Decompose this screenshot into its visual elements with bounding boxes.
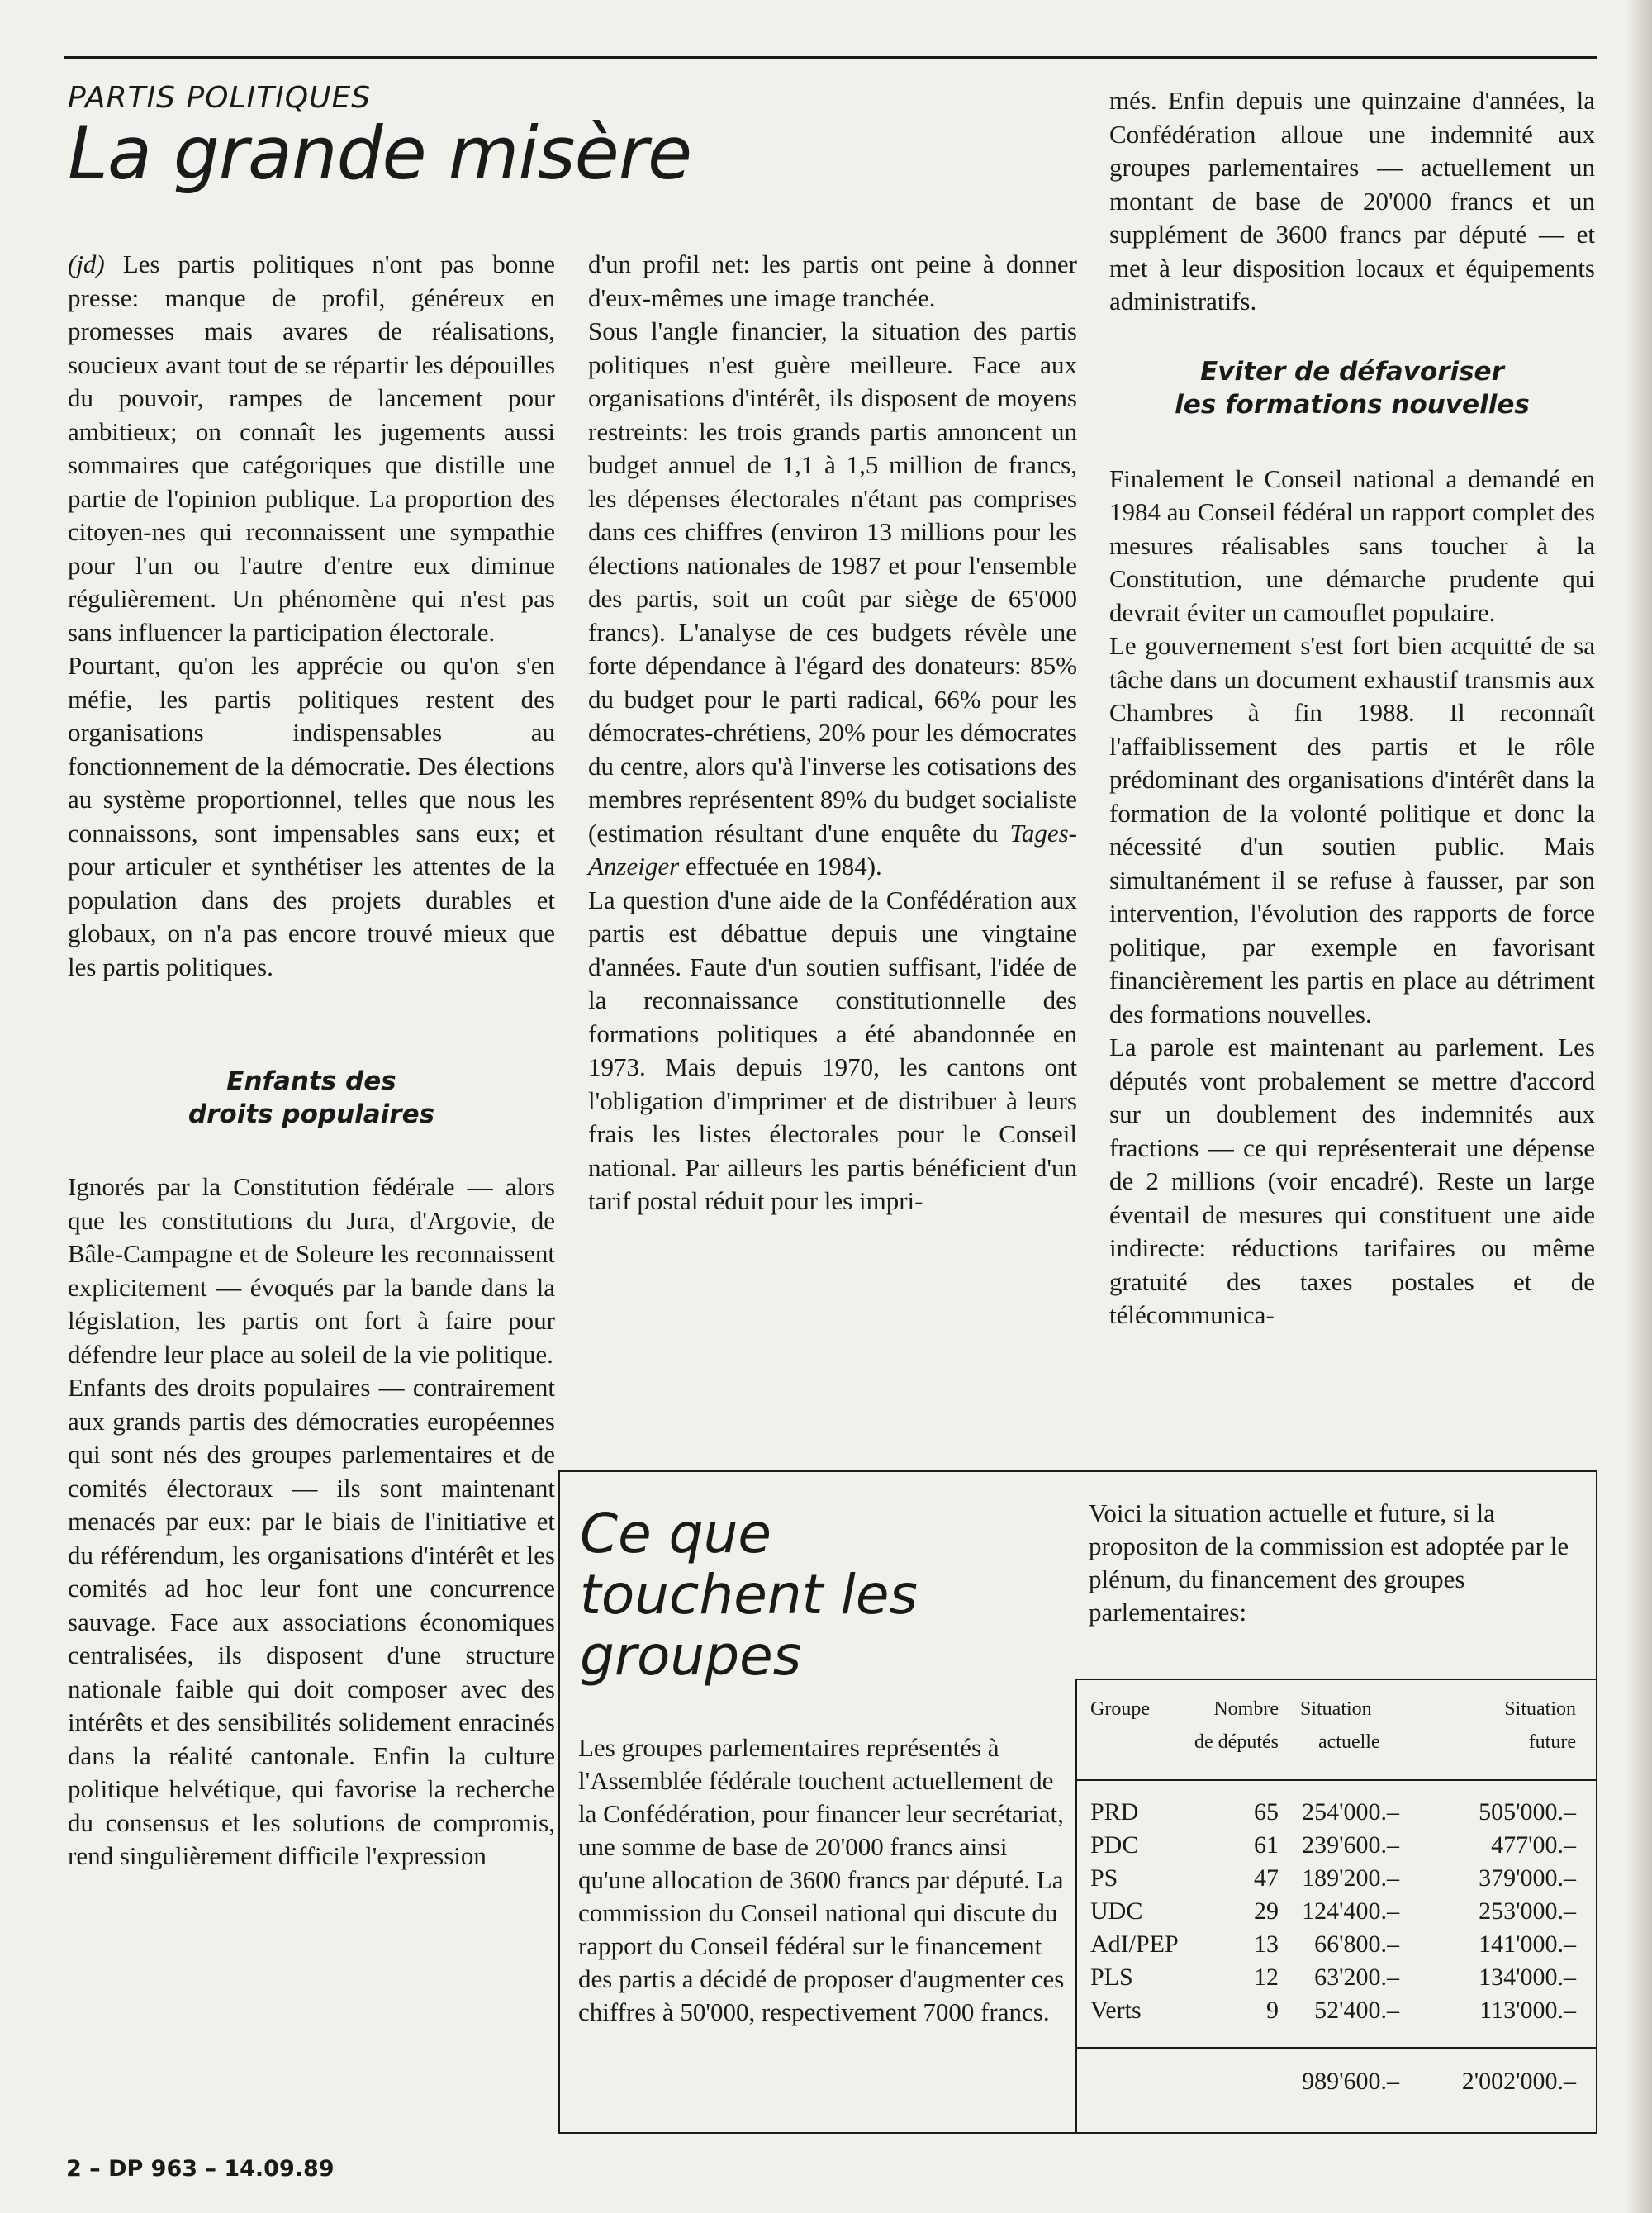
table-row xyxy=(1077,1895,1597,1928)
funding-table xyxy=(1075,1679,1597,2134)
subheading-line: les formations nouvelles xyxy=(1175,389,1530,420)
header-future: Situation xyxy=(1504,1698,1576,1720)
table-row xyxy=(1077,1829,1597,1862)
cell-deputes: 47 xyxy=(1254,1864,1279,1892)
page-footer: 2 – DP 963 – 14.09.89 xyxy=(66,2156,335,2182)
cell-future: 253'000.– xyxy=(1479,1897,1576,1925)
box-title-line: Ce que xyxy=(580,1502,771,1565)
cell-groupe: PS xyxy=(1090,1864,1118,1892)
cell-actuelle: 52'400.– xyxy=(1314,1997,1399,2024)
table-row xyxy=(1077,1961,1597,1994)
cell-future: 113'000.– xyxy=(1479,1997,1576,2024)
table-row xyxy=(1077,1994,1597,2027)
table-total-row xyxy=(1077,2065,1597,2098)
cell-actuelle: 189'200.– xyxy=(1302,1864,1399,1892)
table-header xyxy=(1077,1693,1597,1768)
cell-groupe: Verts xyxy=(1090,1997,1142,2024)
cell-actuelle: 239'600.– xyxy=(1302,1831,1399,1859)
cell-future: 379'000.– xyxy=(1479,1864,1576,1892)
subheading-line: droits populaires xyxy=(188,1099,435,1129)
paragraph: Ignorés par la Constitution fédérale — alors que les constitutions du Jura, d'Argovie, de Bâle-Campagne et de Soleure les reconnaissent explicitement — évoqués par la bande dans la législation, les partis ont fort à faire pour défendre leur place au soleil de la vie politique. xyxy=(68,1172,555,1369)
subheading-line: Enfants des xyxy=(226,1066,396,1096)
article-title: La grande misère xyxy=(68,111,692,196)
paragraph: Pourtant, qu'on les apprécie ou qu'on s'en méfie, les partis politiques restent des organisations indispensables au fonctionnement de la démocratie. Des élections au système proportionnel, telles que nous les connaissons, sont impensables sans eux; et pour articuler et synthétiser les attentes de la population dans des projets durables et globaux, on n'a pas encore trouvé mieux que les partis politiques. xyxy=(68,651,555,981)
cell-future: 505'000.– xyxy=(1479,1798,1576,1826)
cell-deputes: 29 xyxy=(1254,1897,1279,1925)
cell-groupe: PLS xyxy=(1090,1964,1133,1991)
box-title-line: touchent les xyxy=(580,1563,918,1627)
cell-groupe: PRD xyxy=(1090,1798,1139,1826)
cell-deputes: 12 xyxy=(1254,1964,1279,1991)
box-intro: Voici la situation actuelle et future, si la propositon de la commission est adoptée par le plénum, du financement des groupes parlementaires: xyxy=(1089,1498,1569,1627)
total-divider xyxy=(1077,2047,1597,2049)
cell-groupe: UDC xyxy=(1090,1897,1143,1925)
cell-deputes: 9 xyxy=(1266,1997,1279,2024)
header-groupe: Groupe xyxy=(1090,1698,1150,1720)
subheading xyxy=(68,1065,555,1131)
cell-future: 134'000.– xyxy=(1479,1964,1576,1991)
paragraph-text: Les partis politiques n'ont pas bonne presse: manque de profil, généreux en promesses mais avares de réalisations, soucieux avant tout de se répartir les dépouilles du pouvoir, rampes de lancement pour ambitieux; on connaît les jugements aussi sommaires que catégoriques que distille une partie de l'opinion publique. La proportion des citoyen-nes qui reconnaissent une sympathie pour l'un ou l'autre d'entre eux diminue régulièrement. Un phénomène qui n'est pas sans influencer la participation électorale. xyxy=(68,249,555,647)
paragraph: La question d'une aide de la Confédération aux partis est débattue depuis une vingtaine d'années. Faute d'un soutien suffisant, l'idée de la reconnaissance constitutionnelle des formations politiques a été abandonnée en 1973. Mais depuis 1970, les cantons ont l'obligation d'imprimer et de distribuer à leurs frais les listes électorales pour le Conseil national. Par ailleurs les partis bénéficient d'un tarif postal réduit pour les impri- xyxy=(588,885,1077,1215)
box-title-line: groupes xyxy=(580,1624,802,1688)
cell-deputes: 61 xyxy=(1254,1831,1279,1859)
box-title xyxy=(580,1503,1042,1687)
subheading-line: Eviter de défavoriser xyxy=(1200,356,1504,387)
paragraph xyxy=(68,248,555,649)
top-rule xyxy=(64,56,1597,59)
header-nombre: Nombre xyxy=(1213,1698,1279,1720)
column-3 xyxy=(1109,84,1595,1332)
paragraph xyxy=(588,315,1077,884)
cell-future: 477'00.– xyxy=(1491,1831,1576,1859)
paragraph: Enfants des droits populaires — contrairement aux grands partis des démocraties européennes qui sont nés des groupes parlementaires et de comités électoraux — ils sont maintenant menacés par eux: par le biais de l'initiative et du référendum, les organisations d'intérêt et les comités ad hoc leur font une concurrence sauvage. Face aux associations économiques centralisées, ils disposent d'une structure nationale faible qui doit composer avec des intérêts et des sensibilités solidement enracinés dans la réalité cantonale. Enfin la culture politique helvétique, qui favorise la recherche du consensus et les solutions de compromis, rend singulièrement difficile l'expression xyxy=(68,1373,555,1870)
sidebar-box xyxy=(558,1470,1597,2134)
table-row xyxy=(1077,1928,1597,1961)
total-future: 2'002'000.– xyxy=(1461,2068,1576,2095)
paragraph: Finalement le Conseil national a demandé en 1984 au Conseil fédéral un rapport complet des mesures réalisables sans toucher à la Constitution, une démarche prudente qui devrait éviter un camouflet populaire. xyxy=(1109,463,1595,627)
table-row xyxy=(1077,1796,1597,1829)
paragraph: més. Enfin depuis une quinzaine d'années, la Confédération alloue une indemnité aux groupes parlementaires — actuellement un montant de base de 20'000 francs et un supplément de 3600 francs par député — et met à leur disposition locaux et équipements administratifs. xyxy=(1109,86,1595,316)
author-initials: (jd) xyxy=(68,249,105,278)
column-2 xyxy=(588,248,1077,1218)
paragraph: La parole est maintenant au parlement. Les députés vont probalement se mettre d'accord sur un doublement des indemnités aux fractions — ce qui représenterait une dépense de 2 millions (voir encadré). Reste un large éventail de mesures qui constituent une aide indirecte: réductions tarifaires ou même gratuité des taxes postales et de télécommunica- xyxy=(1109,1033,1595,1329)
table-row xyxy=(1077,1862,1597,1895)
cell-groupe: AdI/PEP xyxy=(1090,1930,1179,1958)
page-edge-shadow xyxy=(1626,0,1652,2213)
cell-future: 141'000.– xyxy=(1479,1930,1576,1958)
header-divider xyxy=(1077,1779,1597,1781)
newspaper-name: Tages-Anzeiger xyxy=(588,818,1077,881)
cell-actuelle: 63'200.– xyxy=(1314,1964,1399,1991)
paragraph-text: effectuée en 1984). xyxy=(679,852,882,881)
paragraph: d'un profil net: les partis ont peine à donner d'eux-mêmes une image tranchée. xyxy=(588,249,1077,312)
header-future-2: future xyxy=(1528,1731,1576,1753)
paragraph-text: Sous l'angle financier, la situation des partis politiques n'est guère meilleure. Face aux organisations d'intérêt, ils disposent de moyens restreints: les trois grands partis annoncent un budget annuel de 1,1 à 1,5 million de francs, les dépenses électorales n'étant pas comprises dans ces chiffres (environ 13 millions pour les élections nationales de 1987 et pour l'ensemble des partis, soit un coût par siège de 65'000 francs). L'analyse de ces budgets révèle une forte dépendance à l'égard des donateurs: 85% du budget pour le parti radical, 66% pour les démocrates-chrétiens, 20% pour les démocrates du centre, alors qu'à l'inverse les cotisations des membres représentent 89% du budget socialiste (estimation résultant d'une enquête du xyxy=(588,316,1077,848)
box-text: Les groupes parlementaires représentés à l'Assemblée fédérale touchent actuellement de la Confédération, pour financer leur secrétariat, une somme de base de 20'000 francs ainsi qu'une allocation de 3600 francs par député. La commission du Conseil national qui discute du rapport du Conseil fédéral sur le financement des partis a décidé de proposer d'augmenter ces chiffres à 50'000, respectivement 7000 francs. xyxy=(578,1733,1065,2026)
cell-actuelle: 254'000.– xyxy=(1302,1798,1399,1826)
cell-actuelle: 66'800.– xyxy=(1314,1930,1399,1958)
paragraph: Le gouvernement s'est fort bien acquitté de sa tâche dans un document exhaustif transmis aux Chambres à fin 1988. Il reconnaît l'affaiblissement des partis et le rôle prédominant des organisations d'intérêt dans la formation de la volonté politique et donc la nécessité d'un soutien public. Mais simultanément il se refuse à fausser, par son intervention, l'évolution des rapports de force politique, par exemple en favorisant financièrement les partis en place au détriment des formations nouvelles. xyxy=(1109,631,1595,1028)
cell-deputes: 13 xyxy=(1254,1930,1279,1958)
header-actuelle-2: actuelle xyxy=(1318,1731,1380,1753)
cell-deputes: 65 xyxy=(1254,1798,1279,1826)
cell-actuelle: 124'400.– xyxy=(1302,1897,1399,1925)
header-actuelle: Situation xyxy=(1300,1698,1372,1720)
column-1 xyxy=(68,248,555,1873)
total-actuelle: 989'600.– xyxy=(1302,2068,1399,2095)
section-kicker: PARTIS POLITIQUES xyxy=(68,81,372,115)
header-nombre-2: de députés xyxy=(1194,1731,1279,1753)
subheading xyxy=(1109,355,1595,421)
cell-groupe: PDC xyxy=(1090,1831,1139,1859)
